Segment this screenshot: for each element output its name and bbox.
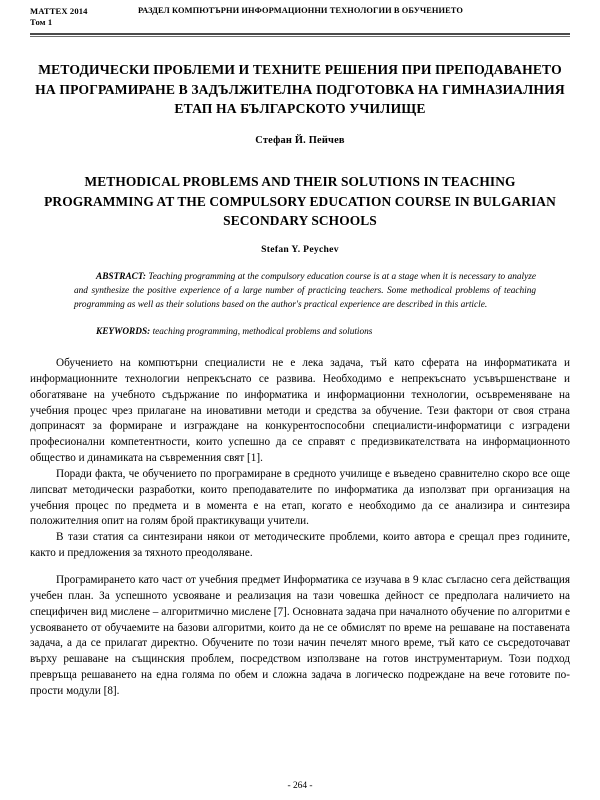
journal-name: MATTEX 2014 [30,6,88,16]
abstract-label: ABSTRACT: [96,272,146,283]
header-rule [30,33,570,37]
article-title-en: METHODICAL PROBLEMS AND THEIR SOLUTIONS IN TEACHING PROGRAMMING AT THE COMPULSORY EDUCATION COURSE IN BULGARIAN SECONDARY SCHOOLS [44,174,556,228]
volume-label: Том 1 [30,16,53,27]
running-head-left [30,6,138,27]
article-author-bg: Стефан Й. Пейчев [255,135,345,147]
article-title-bg: МЕТОДИЧЕСКИ ПРОБЛЕМИ И ТЕХНИТЕ РЕШЕНИЯ ПРИ ПРЕПОДАВАНЕТО НА ПРОГРАМИРАНЕ В ЗАДЪЛЖИТЕЛНА ПОДГОТОВКА НА ГИМНАЗИАЛНИЯ ЕТАП НА БЪЛГАРСКОТО УЧИЛИЩЕ [35,62,565,117]
keywords-block [74,326,536,340]
body-paragraph: В тази статия са синтезирани някои от методическите проблеми, които автора е срещал през годините, както и предложения за тяхното преодоляване. [30,531,570,560]
article-author-en: Stefan Y. Peychev [261,244,339,256]
keywords-label: KEYWORDS: [96,327,151,338]
abstract-text: Teaching programming at the compulsory education course is at a stage when it is necessary to analyze and synthesize the positive experience of a large number of practicing teachers. Some methodical problems of teaching programming as well as their solutions based on the author's practical experience are described in this article. [74,272,536,311]
body-paragraph: Програмирането като част от учебния предмет Информатика се изучава в 9 клас съгласно сега действащия учебен план. За успешното усвояване и реализация на тази човешка дейност се предполага наличието на специфичен вид мислене – алгоритмично мислене [7]. Основната задача при началното обучение по алгоритми е усвояването от обучаемите на базови алгоритми, които да не се обмислят по време на решаване на поставената задача, а да се прилагат директно. Обучените по този начин печелят много време, тъй като се съсредоточават върху решаване на същинския проблем, посредством използване на готов инструментариум. Този подход превръща решаването на една голяма по обем и сложна задача в логическо подреждане на вече готовите по-прости модули [8]. [30,573,570,697]
body-paragraph: Обучението на компютърни специалисти не е лека задача, тъй като сферата на информатиката и информационните технологии непрекъснато се развива. Необходимо е непрекъснато усъвършенстване и обогатяване на учебното съдържание по информатика и информационни технологии, осъвременяване на учебния процес чрез прилагане на иновативни методи и средства за обучение. Тези фактори от своя страна допринасят за формиране и изграждане на конкурентоспособни специалисти-информатици с изградени професионални компетентности, които успешно да се справят с предизвикателствата на информационното общество и динамиката на съвременния свят [1]. [30,357,570,465]
body-paragraph: Поради факта, че обучението по програмиране в средното училище е въведено сравнително скоро все още липсват методически разработки, които преподавателите по информатика да използват при организация на учебния процес по предмета и в момента е на етап, когато е необходимо да се анализира и синтезира положителния опит на голям брой практикуващи учители. [30,467,570,528]
running-head [30,6,570,27]
keywords-text: teaching programming, methodical problems and solutions [150,327,373,338]
body-text [30,356,570,700]
header-rule-thin [30,36,570,37]
section-title: РАЗДЕЛ КОМПЮТЪРНИ ИНФОРМАЦИОННИ ТЕХНОЛОГИИ В ОБУЧЕНИЕТО [138,6,463,15]
abstract-block [74,271,536,313]
page-number: - 264 - [287,781,313,791]
